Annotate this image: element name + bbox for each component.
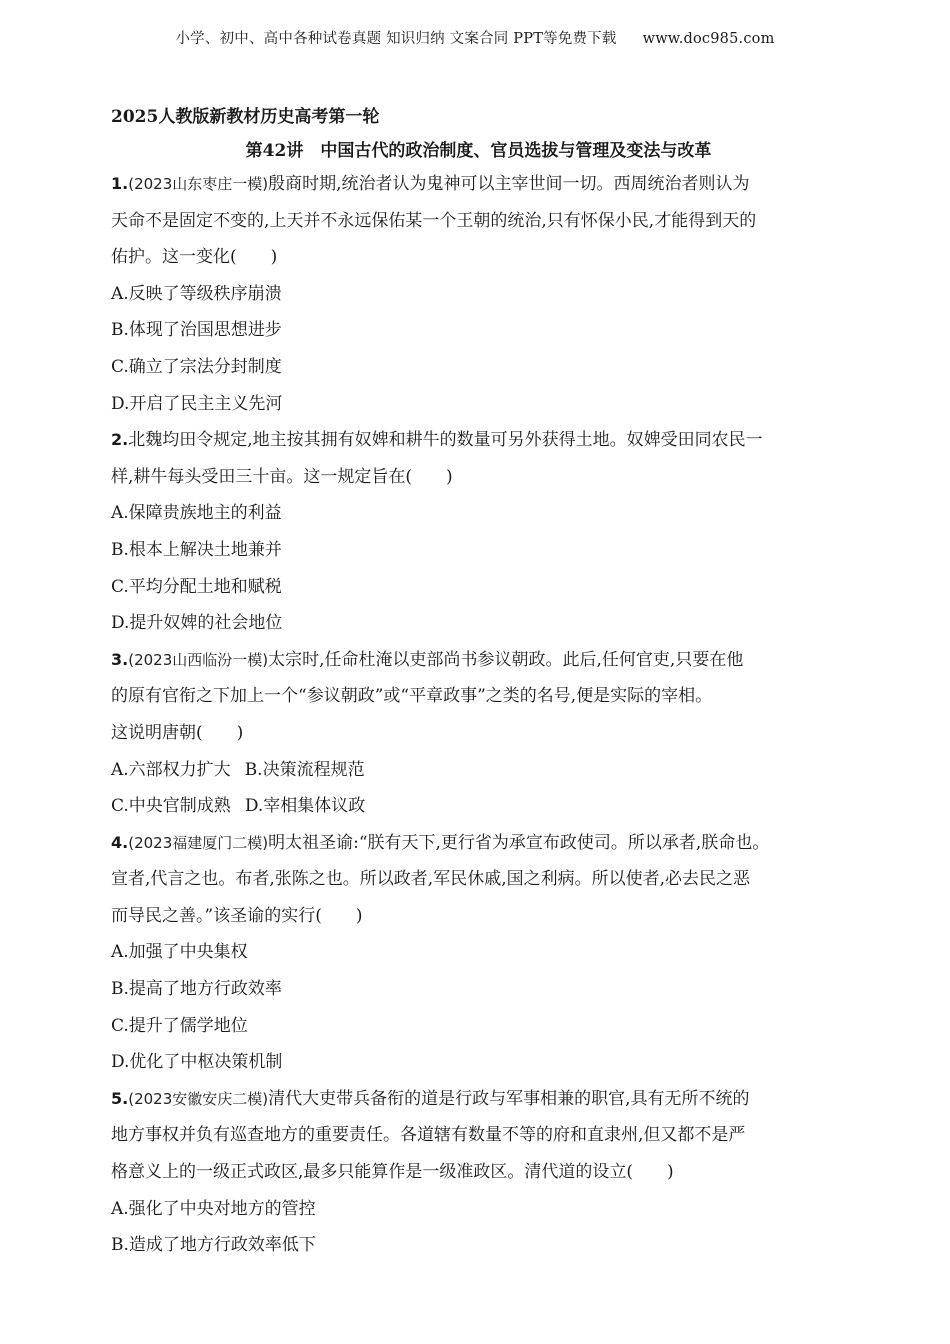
option-a[interactable]: A.反映了等级秩序崩溃 xyxy=(111,283,282,304)
question-text: 宣者,代言之也。布者,张陈之也。所以政者,军民休戚,国之利病。所以使者,必去民之恶 xyxy=(111,869,751,890)
question-text: 太宗时,任命杜淹以吏部尚书参议朝政。此后,任何官吏,只要在他 xyxy=(268,649,744,670)
question-number: 1. xyxy=(111,174,129,193)
option-a[interactable]: A.强化了中央对地方的管控 xyxy=(111,1198,316,1219)
document-body xyxy=(111,102,846,1264)
question-2 xyxy=(111,422,846,642)
option-a[interactable]: A.加强了中央集权 xyxy=(111,942,248,963)
question-source: (2023山东枣庄一模) xyxy=(128,175,269,193)
option-c[interactable]: C.确立了宗法分封制度 xyxy=(111,356,282,377)
question-text: 而导民之善。”该圣谕的实行( ) xyxy=(111,905,363,926)
question-number: 3. xyxy=(111,649,129,669)
lesson-title: 第42讲 中国古代的政治制度、官员选拔与管理及变法与改革 xyxy=(245,141,712,161)
question-1 xyxy=(111,166,846,422)
question-stem-line xyxy=(111,642,846,679)
header-text: 小学、初中、高中各种试卷真题 知识归纳 文案合同 PPT等免费下载 xyxy=(175,31,617,47)
option-d[interactable]: D.宰相集体议政 xyxy=(244,796,366,817)
question-source: (2023福建厦门二模) xyxy=(128,833,269,852)
option-d[interactable]: D.提升奴婢的社会地位 xyxy=(111,613,283,634)
question-text: 殷商时期,统治者认为鬼神可以主宰世间一切。西周统治者则认为 xyxy=(268,174,750,194)
option-b[interactable]: B.提高了地方行政效率 xyxy=(111,979,282,1000)
header-site-link[interactable]: www.doc985.com xyxy=(642,31,775,47)
question-number: 4. xyxy=(111,832,129,852)
question-source: (2023山西临汾一模) xyxy=(128,650,269,669)
question-text: 天命不是固定不变的,上天并不永远保佑某一个王朝的统治,只有怀保小民,才能得到天的 xyxy=(111,210,757,231)
option-b[interactable]: B.根本上解决土地兼并 xyxy=(111,539,282,560)
option-row xyxy=(111,788,846,825)
option-a[interactable]: A.六部权力扩大 xyxy=(111,759,231,780)
question-5 xyxy=(111,1081,846,1264)
option-d[interactable]: D.优化了中枢决策机制 xyxy=(111,1052,283,1073)
document-title: 2025人教版新教材历史高考第一轮 xyxy=(111,107,380,127)
question-text: 明太祖圣谕:“朕有天下,更行省为承宣布政使司。所以承者,朕命也。 xyxy=(268,832,770,853)
question-stem-line xyxy=(111,1081,846,1118)
question-text: 格意义上的一级正式政区,最多只能算作是一级准政区。清代道的设立( ) xyxy=(111,1162,674,1183)
option-b[interactable]: B.决策流程规范 xyxy=(244,759,365,780)
question-4 xyxy=(111,825,846,1081)
option-c[interactable]: C.提升了儒学地位 xyxy=(111,1015,248,1036)
question-text: 地方事权并负有巡查地方的重要责任。各道辖有数量不等的府和直隶州,但又都不是严 xyxy=(111,1125,746,1146)
option-c[interactable]: C.中央官制成熟 xyxy=(111,796,231,817)
question-source: (2023安徽安庆二模) xyxy=(128,1089,269,1108)
question-text: 清代大吏带兵备衔的道是行政与军事相兼的职官,具有无所不统的 xyxy=(268,1088,750,1109)
question-stem-line xyxy=(111,422,846,459)
question-text: 样,耕牛每头受田三十亩。这一规定旨在( ) xyxy=(111,466,453,487)
page-header xyxy=(0,27,950,48)
question-stem-line xyxy=(111,825,846,862)
option-b[interactable]: B.体现了治国思想进步 xyxy=(111,320,282,341)
question-text: 北魏均田令规定,地主按其拥有奴婢和耕牛的数量可另外获得土地。奴婢受田同农民一 xyxy=(128,430,763,451)
question-number: 2. xyxy=(111,430,129,450)
question-number: 5. xyxy=(111,1088,129,1108)
question-text: 佑护。这一变化( ) xyxy=(111,247,278,268)
option-row xyxy=(111,752,846,789)
option-d[interactable]: D.开启了民主主义先河 xyxy=(111,393,283,414)
option-a[interactable]: A.保障贵族地主的利益 xyxy=(111,503,282,524)
question-stem-line xyxy=(111,166,846,203)
option-c[interactable]: C.平均分配土地和赋税 xyxy=(111,576,282,597)
option-b[interactable]: B.造成了地方行政效率低下 xyxy=(111,1235,316,1256)
question-text: 的原有官衔之下加上一个“参议朝政”或“平章政事”之类的名号,便是实际的宰相。 xyxy=(111,686,713,707)
question-text: 这说明唐朝( ) xyxy=(111,722,244,743)
question-3 xyxy=(111,642,846,825)
